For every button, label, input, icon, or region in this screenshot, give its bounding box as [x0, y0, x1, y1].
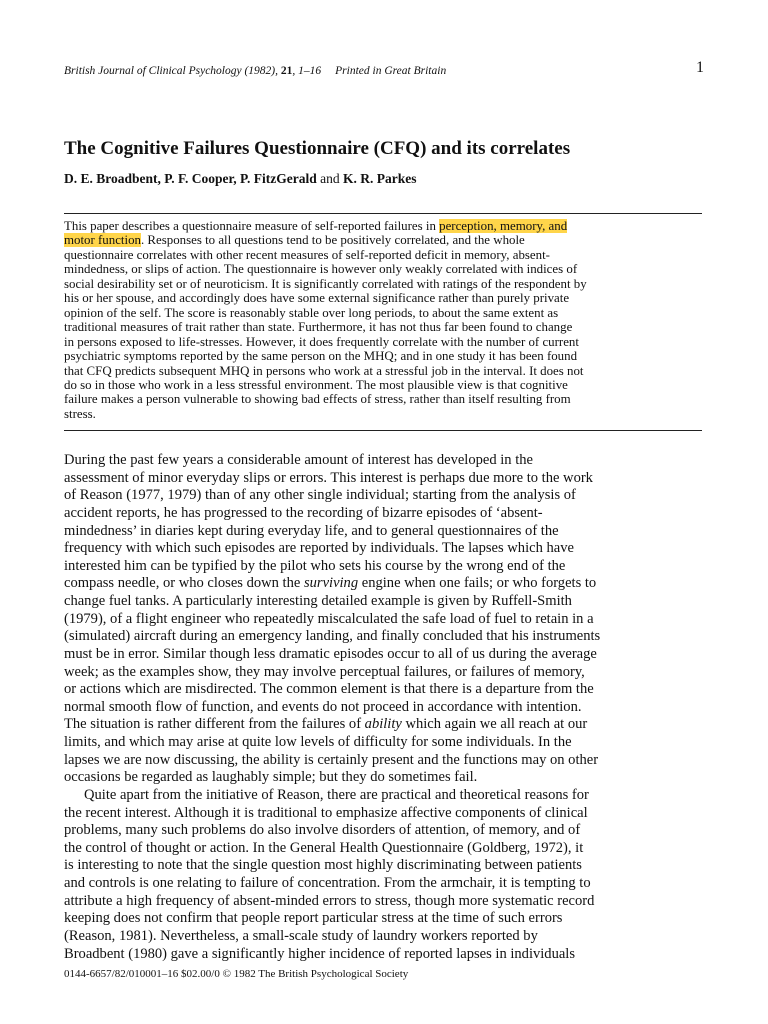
body-line: normal smooth flow of function, and events do not proceed in accordance with intention.	[64, 698, 582, 715]
body-line: and controls is one relating to failure of concentration. From the armchair, it is tempting to	[64, 875, 591, 891]
abstract	[64, 219, 702, 421]
body-line: During the past few years a considerable amount of interest has developed in the	[64, 452, 533, 468]
authors-last: K. R. Parkes	[343, 171, 417, 186]
abstract-line: in persons exposed to life-stresses. However, it does frequently correlate with the number of current	[64, 334, 579, 349]
abstract-line: This paper describes a questionnaire measure of self-reported failures in perception, memory, and	[64, 219, 568, 233]
emphasis: surviving	[303, 575, 359, 592]
abstract-line: do so in those who work in a less stressful environment. The most plausible view is that cognitive	[64, 377, 568, 392]
body-line: or actions which are misdirected. The common element is that there is a departure from the	[64, 681, 594, 698]
body-line: change fuel tanks. A particularly interesting detailed example is given by Ruffell-Smith	[64, 593, 572, 609]
abstract-bottom-rule	[64, 430, 702, 431]
body-line: compass needle, or who closes down the surviving engine when one fails; or who forgets to	[64, 575, 597, 592]
abstract-line: opinion of the self. The score is reasonably stable over long periods, to about the same extent as	[64, 305, 559, 320]
emphasis: ability	[364, 716, 402, 733]
highlighted-text[interactable]: perception, memory, and	[439, 219, 568, 233]
copyright-line: 0144-6657/82/010001–16 $02.00/0 © 1982 The British Psychological Society	[64, 968, 409, 980]
abstract-line: failure makes a person vulnerable to showing bad effects of stress, rather than itself resulting from	[64, 392, 571, 407]
running-head	[64, 59, 704, 80]
abstract-line: psychiatric symptoms reported by the same person on the MHQ; and in one study it has been found	[64, 349, 578, 364]
abstract-line: mindedness, or slips of action. The questionnaire is however only weakly correlated with indices of	[64, 262, 578, 277]
abstract-line: traditional measures of trait rather than state. Furthermore, it has not thus far been found to change	[64, 320, 573, 335]
abstract-line: stress.	[64, 406, 96, 421]
body-line: keeping does not confirm that people report particular stress at the time of such errors	[64, 910, 563, 927]
abstract-top-rule	[64, 213, 702, 214]
authors-main: D. E. Broadbent, P. F. Cooper, P. FitzGerald	[64, 171, 317, 186]
body-line: The situation is rather different from the failures of ability which again we all reach at our	[64, 716, 588, 733]
body-line: lapses we are now discussing, the ability is certainly present and the functions may on other	[64, 751, 599, 768]
body-line: Broadbent (1980) gave a significantly higher incidence of reported lapses in individuals	[64, 945, 576, 962]
authors-and: and	[316, 171, 344, 186]
body-line: must be in error. Similar though less dramatic episodes occur to all of us during the average	[64, 645, 597, 662]
highlighted-text[interactable]: motor function	[64, 233, 141, 248]
body-line: (simulated) aircraft during an emergency landing, and finally concluded that his instruments	[64, 628, 601, 645]
body-line: the control of thought or action. In the General Health Questionnaire (Goldberg, 1972), it	[64, 839, 584, 856]
abstract-line: his or her spouse, and accordingly does have some external significance rather than purely private	[64, 291, 570, 306]
page-number: 1	[696, 59, 704, 76]
body-line: the recent interest. Although it is traditional to emphasize affective components of clinical	[64, 804, 588, 821]
abstract-line: that CFQ predicts subsequent MHQ in persons who work at a stressful job in the interval. It does not	[64, 363, 584, 378]
body-line: frequency with which such episodes are reported by individuals. The lapses which have	[64, 540, 574, 557]
page-range: , 1–16	[292, 65, 322, 77]
body-line: occasions be regarded as laughably simple; but they do sometimes fail.	[64, 769, 478, 786]
body-line: problems, many such problems do also involve disorders of attention, of memory, and of	[64, 822, 581, 839]
body-line: mindedness’ in diaries kept during everyday life, and to general questionnaires of the	[64, 522, 559, 539]
abstract-line: social desirability set or of neuroticism. It is significantly correlated with ratings of the respondent by	[64, 276, 587, 291]
body-line: of Reason (1977, 1979) than of any other single individual; starting from the analysis of	[64, 487, 576, 504]
printed-in: Printed in Great Britain	[335, 65, 447, 77]
body-line: accident reports, he has progressed to the recording of bizarre episodes of ‘absent-	[64, 504, 543, 521]
body-line: limits, and which may arise at quite low levels of difficulty for some individuals. In the	[64, 734, 572, 750]
article-title: The Cognitive Failures Questionnaire (CFQ) and its correlates	[64, 138, 571, 159]
journal-citation	[64, 65, 446, 77]
volume-number: 21	[280, 65, 293, 77]
body-text	[64, 452, 708, 963]
abstract-line: questionnaire correlates with other recent measures of self-reported deficit in memory, absent-	[64, 247, 550, 262]
abstract-line: motor function. Responses to all questions tend to be positively correlated, and the whole	[64, 233, 525, 248]
body-line: is interesting to note that the single question most highly discriminating between patients	[64, 857, 582, 874]
body-line: assessment of minor everyday slips or errors. This interest is perhaps due more to the work	[64, 469, 593, 486]
body-line: attribute a high frequency of absent-minded errors to stress, though more systematic record	[64, 892, 595, 909]
body-line: interested him can be typified by the pilot who sets his course by the wrong end of the	[64, 557, 566, 574]
body-line: week; as the examples show, they may involve perceptual failures, or failures of memory,	[64, 663, 585, 680]
body-line: Quite apart from the initiative of Reason, there are practical and theoretical reasons for	[84, 786, 589, 803]
body-line: (Reason, 1981). Nevertheless, a small-scale study of laundry workers reported by	[64, 927, 538, 944]
author-list	[64, 171, 704, 187]
journal-name: British Journal of Clinical Psychology	[64, 65, 242, 77]
body-line: (1979), of a flight engineer who repeatedly miscalculated the safe load of fuel to retain in a	[64, 610, 594, 627]
citation-year: (1982),	[241, 65, 281, 77]
